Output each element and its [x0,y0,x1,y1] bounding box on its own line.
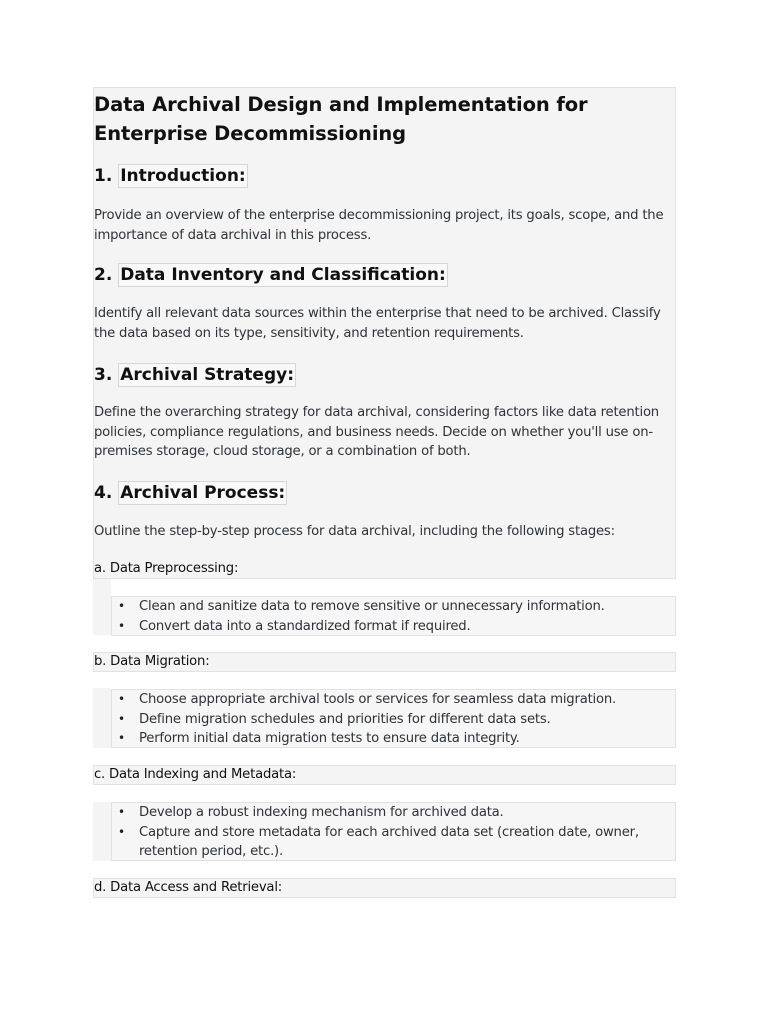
block-gap [93,579,111,635]
section-body-archival-process: Outline the step-by-step process for data archival, including the following stages: [94,524,615,539]
list-item [112,823,675,862]
section-heading-introduction [94,164,248,188]
section-title: Archival Strategy: [120,365,294,385]
document-title-line-2: Enterprise Decommissioning [94,122,407,145]
bullet-icon: • [118,599,125,613]
document-title [94,90,588,148]
list-item-text: Capture and store metadata for each archived data set (creation date, owner, retention period, etc.). [139,824,639,860]
list-item-text: Perform initial data migration tests to ensure data integrity. [139,731,520,747]
bullet-icon: • [118,805,125,819]
document-main-block [93,87,676,579]
list-item [112,729,675,749]
section-number: 3. [94,365,113,385]
stage-heading-indexing: c. Data Indexing and Metadata: [93,765,676,785]
bullet-icon: • [118,618,125,633]
list-item [112,617,675,637]
stage-list-indexing [111,802,676,861]
bullet-icon: • [118,692,125,706]
section-title: Introduction: [120,166,246,186]
stage-heading-access: d. Data Access and Retrieval: [93,878,676,898]
stage-heading-preprocessing: a. Data Preprocessing: [94,561,239,576]
block-gap [93,688,111,748]
list-item [112,710,675,730]
list-item-text: Clean and sanitize data to remove sensitive or unnecessary information. [139,599,605,614]
list-item-text: Define migration schedules and priorities for different data sets. [139,711,551,727]
section-body-archival-strategy: Define the overarching strategy for data archival, considering factors like data retention policies, compliance regulations, and business needs. Decide on whether you'll use on-premises storage, cloud storage, or a combination of both. [94,405,659,460]
bullet-icon: • [118,824,125,839]
list-item-text: Develop a robust indexing mechanism for archived data. [139,805,504,820]
bullet-icon: • [118,731,125,746]
section-heading-data-inventory [94,263,448,287]
section-title: Data Inventory and Classification: [120,265,446,285]
section-heading-archival-process [94,481,287,505]
stage-list-preprocessing [111,596,676,636]
list-item [112,690,675,710]
list-item-text: Choose appropriate archival tools or services for seamless data migration. [139,692,617,707]
block-gap [93,802,111,861]
section-title: Archival Process: [120,483,286,503]
section-body-data-inventory: Identify all relevant data sources within the enterprise that need to be archived. Classify the data based on its type, sensitivity, and retention requirements. [94,306,661,341]
bullet-icon: • [118,711,125,726]
list-item-text: Convert data into a standardized format if required. [139,618,471,634]
section-heading-archival-strategy [94,363,296,387]
section-number: 4. [94,483,113,503]
section-body-introduction: Provide an overview of the enterprise decommissioning project, its goals, scope, and the importance of data archival in this process. [94,208,664,243]
section-number: 1. [94,166,113,186]
stage-heading-migration: b. Data Migration: [93,652,676,672]
document-title-line-1: Data Archival Design and Implementation for [94,93,588,116]
list-item [112,597,675,617]
section-number: 2. [94,265,113,285]
stage-list-migration [111,689,676,748]
list-item [112,803,675,823]
